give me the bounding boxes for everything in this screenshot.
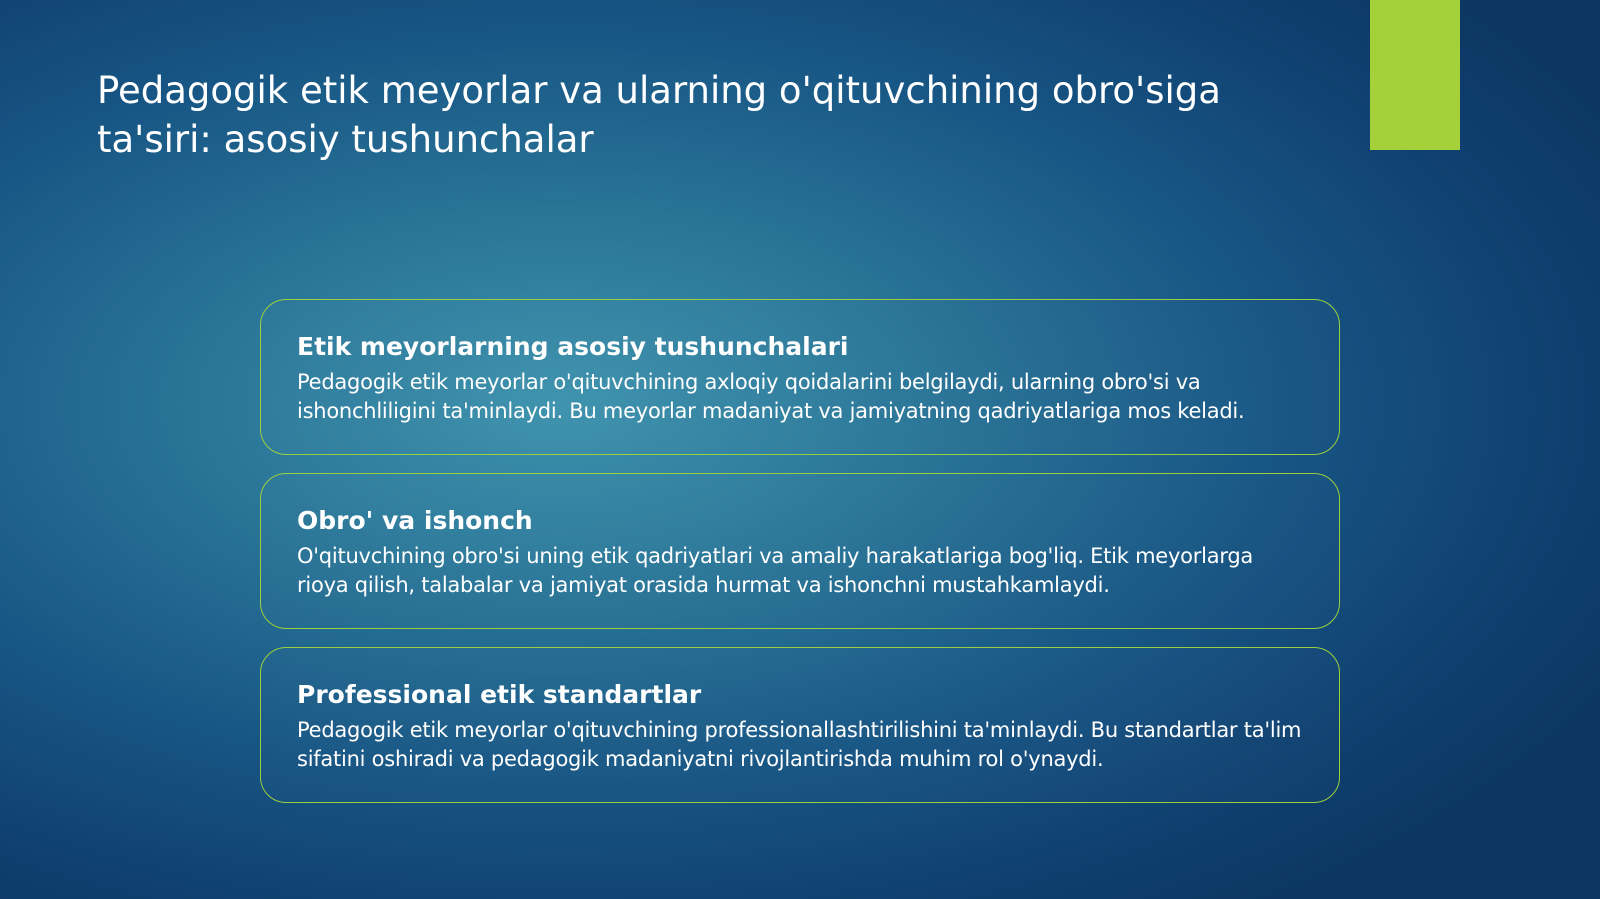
card-title: Obro' va ishonch: [297, 506, 533, 535]
card-reputation-trust: [260, 473, 1340, 629]
slide-title: Pedagogik etik meyorlar va ularning o'qituvchining obro'siga ta'siri: asosiy tushunchalar: [97, 69, 1221, 161]
card-ethics-concepts: [260, 299, 1340, 455]
card-title: Etik meyorlarning asosiy tushunchalari: [297, 332, 849, 361]
card-text: Pedagogik etik meyorlar o'qituvchining axloqiy qoidalarini belgilaydi, ularning obro'si va ishonchliligini ta'minlaydi. Bu meyorlar madaniyat va jamiyatning qadriyatlariga mos keladi.: [297, 370, 1245, 423]
card-text: O'qituvchining obro'si uning etik qadriyatlari va amaliy harakatlariga bog'liq. Etik meyorlarga rioya qilish, talabalar va jamiyat orasida hurmat va ishonchni mustahkamlaydi.: [297, 544, 1254, 597]
card-list: [260, 299, 1340, 821]
card-text: Pedagogik etik meyorlar o'qituvchining professionallashtirilishini ta'minlaydi. Bu standartlar ta'lim sifatini oshiradi va pedagogik madaniyatni rivojlantirishda muhim rol o'ynaydi.: [297, 718, 1302, 771]
accent-bar: [1370, 0, 1460, 150]
card-professional-standards: [260, 647, 1340, 803]
card-title: Professional etik standartlar: [297, 680, 702, 709]
